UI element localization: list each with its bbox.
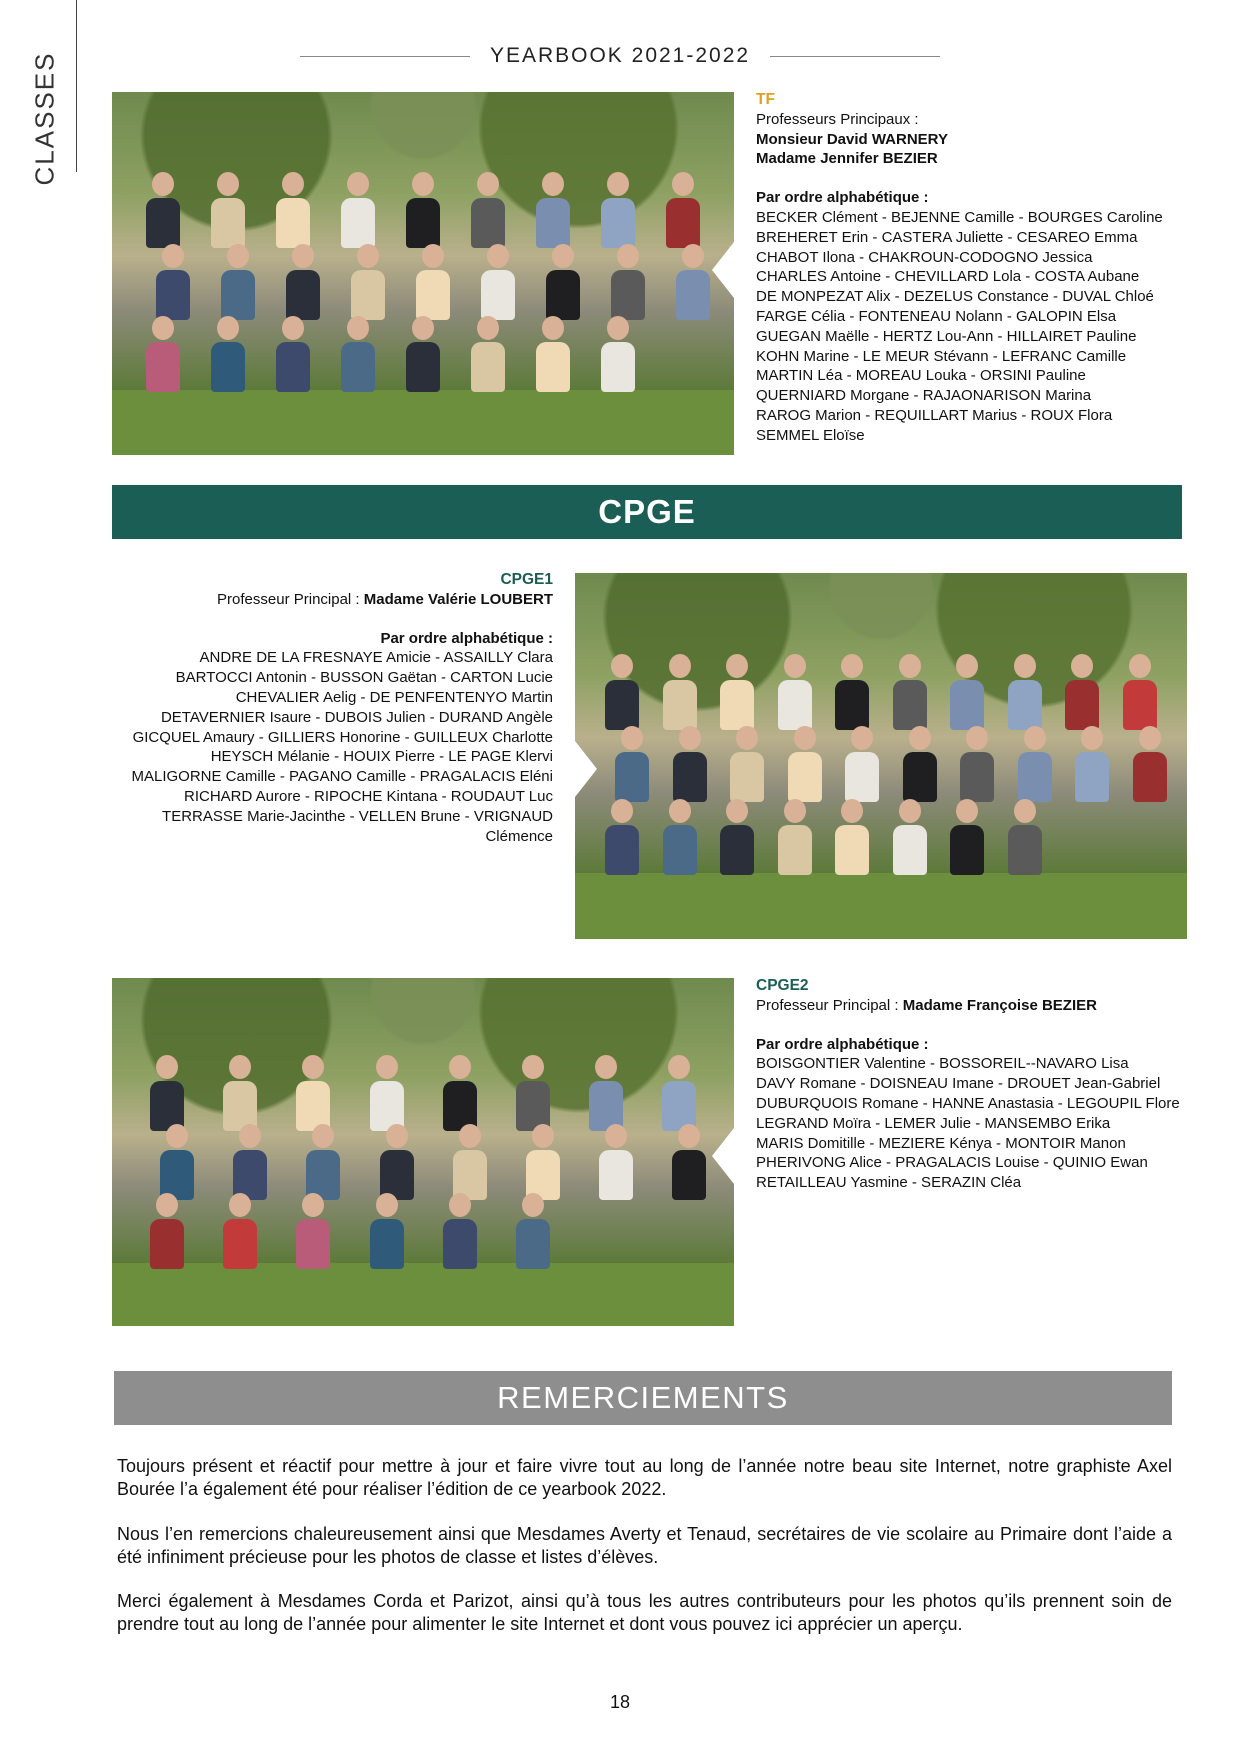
photo-person — [601, 172, 635, 248]
student-line: CHARLES Antoine - CHEVILLARD Lola - COSTA Aubane — [756, 268, 1140, 286]
student-line: RICHARD Aurore - RIPOCHE Kintana - ROUDAUT Luc — [184, 787, 553, 805]
photo-person — [370, 1055, 404, 1131]
photo-person — [673, 726, 707, 802]
cpge1-teacher-name: Madame Valérie LOUBERT — [363, 590, 553, 608]
photo-person — [546, 244, 580, 320]
photo-person — [663, 799, 697, 875]
photo-person — [341, 316, 375, 392]
photo-person — [950, 654, 984, 730]
thanks-section-band: REMERCIEMENTS — [114, 1371, 1172, 1425]
photo-person — [845, 726, 879, 802]
photo-person — [443, 1055, 477, 1131]
photo-person — [471, 172, 505, 248]
photo-person — [960, 726, 994, 802]
thanks-paragraph: Toujours présent et réactif pour mettre à jour et faire vivre tout au long de l’année notre beau site Internet, notre graphiste Axel Bourée l’a également été pour réaliser l’édition de ce yearbook 2022. — [117, 1456, 1172, 1499]
photo-person — [536, 316, 570, 392]
page-number: 18 — [609, 1692, 631, 1712]
photo-person — [605, 654, 639, 730]
thanks-paragraph: Merci également à Mesdames Corda et Parizot, ainsi qu’à tous les autres contributeurs pour les photos qu’ils prennent soin de prendre tout au long de l’année pour alimenter le site Internet et dont vous pouvez ici apprécier un aperçu. — [117, 1591, 1172, 1634]
tf-teacher-1: Monsieur David WARNERY — [756, 130, 948, 148]
tf-student-list — [756, 208, 1186, 446]
cpge1-student-list — [100, 648, 553, 846]
photo-person — [893, 654, 927, 730]
photo-person — [666, 172, 700, 248]
cpge2-teacher-line — [756, 996, 1196, 1016]
photo-person — [720, 799, 754, 875]
photo-person — [615, 726, 649, 802]
photo-person — [211, 172, 245, 248]
photo-person — [526, 1124, 560, 1200]
cpge-section-band: CPGE — [112, 485, 1182, 539]
photo-person — [662, 1055, 696, 1131]
student-line: GICQUEL Amaury - GILLIERS Honorine - GUILLEUX Charlotte — [132, 728, 553, 746]
photo-people — [593, 654, 1168, 896]
photo-person — [406, 316, 440, 392]
photo-person — [676, 244, 710, 320]
photo-person — [150, 1055, 184, 1131]
photo-person — [788, 726, 822, 802]
tf-class-name: TF — [756, 91, 775, 108]
student-line: DE MONPEZAT Alix - DEZELUS Constance - DUVAL Chloé — [756, 288, 1154, 306]
photo-person — [1008, 654, 1042, 730]
photo-person — [778, 799, 812, 875]
student-line: DAVY Romane - DOISNEAU Imane - DROUET Jean-Gabriel — [756, 1075, 1161, 1093]
photo-person — [589, 1055, 623, 1131]
student-line: KOHN Marine - LE MEUR Stévann - LEFRANC Camille — [756, 347, 1127, 365]
photo-person — [146, 316, 180, 392]
student-line: RAROG Marion - REQUILLART Marius - ROUX Flora — [756, 406, 1113, 424]
photo-person — [730, 726, 764, 802]
page-header — [300, 44, 940, 68]
student-line: PHERIVONG Alice - PRAGALACIS Louise - QUINIO Ewan — [756, 1154, 1148, 1172]
photo-person — [416, 244, 450, 320]
tf-teachers-label: Professeurs Principaux : — [756, 110, 919, 128]
cpge1-teacher-label: Professeur Principal : — [217, 590, 360, 608]
student-line: ANDRE DE LA FRESNAYE Amicie - ASSAILLY Clara — [199, 649, 553, 667]
photo-person — [611, 244, 645, 320]
photo-notch — [575, 741, 597, 797]
student-line: GUEGAN Maëlle - HERTZ Lou-Ann - HILLAIRET Pauline — [756, 327, 1137, 345]
photo-person — [233, 1124, 267, 1200]
photo-person — [536, 172, 570, 248]
photo-person — [1123, 654, 1157, 730]
cpge2-teacher-label: Professeur Principal : — [756, 996, 899, 1014]
student-line: MARTIN Léa - MOREAU Louka - ORSINI Pauline — [756, 367, 1086, 385]
header-rule-right — [770, 56, 940, 57]
cpge2-alpha-label: Par ordre alphabétique : — [756, 1035, 929, 1053]
student-line: CHABOT Ilona - CHAKROUN-CODOGNO Jessica — [756, 248, 1093, 266]
photo-person — [950, 799, 984, 875]
student-line: BOISGONTIER Valentine - BOSSOREIL--NAVARO Lisa — [756, 1055, 1129, 1073]
photo-person — [835, 654, 869, 730]
photo-person — [276, 316, 310, 392]
student-line: LEGRAND Moïra - LEMER Julie - MANSEMBO Erika — [756, 1114, 1111, 1132]
student-line: TERRASSE Marie-Jacinthe - VELLEN Brune - VRIGNAUD Clémence — [162, 807, 553, 845]
photo-person — [341, 172, 375, 248]
tf-alpha-label: Par ordre alphabétique : — [756, 189, 929, 207]
cpge2-class-name: CPGE2 — [756, 977, 809, 994]
photo-person — [146, 172, 180, 248]
photo-person — [223, 1193, 257, 1269]
photo-people — [131, 172, 716, 412]
student-line: DUBURQUOIS Romane - HANNE Anastasia - LEGOUPIL Flore — [756, 1094, 1180, 1112]
side-section-label: CLASSES — [29, 51, 60, 185]
tf-class-info — [756, 90, 1186, 446]
photo-person — [663, 654, 697, 730]
photo-person — [516, 1055, 550, 1131]
photo-person — [150, 1193, 184, 1269]
photo-notch — [712, 242, 734, 298]
photo-person — [778, 654, 812, 730]
cpge1-class-name: CPGE1 — [500, 571, 553, 588]
photo-person — [1065, 654, 1099, 730]
student-line: BARTOCCI Antonin - BUSSON Gaëtan - CARTON Lucie — [175, 669, 553, 687]
photo-person — [221, 244, 255, 320]
student-line: RETAILLEAU Yasmine - SERAZIN Cléa — [756, 1174, 1022, 1192]
cpge2-teacher-name: Madame Françoise BEZIER — [902, 996, 1097, 1014]
side-divider — [76, 0, 77, 172]
photo-person — [286, 244, 320, 320]
student-line: CHEVALIER Aelig - DE PENFENTENYO Martin — [235, 688, 553, 706]
photo-person — [599, 1124, 633, 1200]
photo-person — [720, 654, 754, 730]
cpge1-class-info — [100, 570, 553, 846]
student-line: BECKER Clément - BEJENNE Camille - BOURGES Caroline — [756, 208, 1163, 226]
student-line: SEMMEL Eloïse — [756, 426, 865, 444]
photo-person — [223, 1055, 257, 1131]
photo-person — [1133, 726, 1167, 802]
photo-person — [296, 1055, 330, 1131]
photo-person — [370, 1193, 404, 1269]
tf-class-photo — [112, 92, 734, 455]
student-line: FARGE Célia - FONTENEAU Nolann - GALOPIN Elsa — [756, 307, 1117, 325]
tf-teacher-2: Madame Jennifer BEZIER — [756, 150, 938, 168]
photo-person — [296, 1193, 330, 1269]
thanks-paragraph: Nous l’en remercions chaleureusement ainsi que Mesdames Averty et Tenaud, secrétaires de vie scolaire au Primaire dont l’aide a été infiniment précieuse pour les photos de classe et listes d’élèves. — [117, 1524, 1172, 1567]
photo-people — [131, 1055, 716, 1285]
photo-person — [835, 799, 869, 875]
student-line: DETAVERNIER Isaure - DUBOIS Julien - DURAND Angèle — [160, 708, 553, 726]
header-rule-left — [300, 56, 470, 57]
photo-person — [406, 172, 440, 248]
photo-person — [1075, 726, 1109, 802]
cpge2-class-photo — [112, 978, 734, 1326]
photo-person — [605, 799, 639, 875]
cpge1-class-photo — [575, 573, 1187, 939]
photo-person — [601, 316, 635, 392]
cpge2-class-info — [756, 976, 1196, 1193]
page-title: YEARBOOK 2021-2022 — [489, 44, 751, 67]
photo-person — [672, 1124, 706, 1200]
student-line: HEYSCH Mélanie - HOUIX Pierre - LE PAGE Klervi — [210, 748, 553, 766]
photo-person — [156, 244, 190, 320]
cpge2-student-list — [756, 1054, 1196, 1193]
photo-person — [471, 316, 505, 392]
cpge1-teacher-line — [100, 590, 553, 610]
student-line: MARIS Domitille - MEZIERE Kénya - MONTOIR Manon — [756, 1134, 1126, 1152]
photo-person — [481, 244, 515, 320]
photo-person — [380, 1124, 414, 1200]
photo-person — [160, 1124, 194, 1200]
photo-person — [276, 172, 310, 248]
cpge1-alpha-label: Par ordre alphabétique : — [380, 629, 553, 647]
photo-person — [1018, 726, 1052, 802]
photo-person — [1008, 799, 1042, 875]
photo-person — [351, 244, 385, 320]
photo-person — [453, 1124, 487, 1200]
photo-person — [516, 1193, 550, 1269]
photo-person — [903, 726, 937, 802]
student-line: MALIGORNE Camille - PAGANO Camille - PRAGALACIS Eléni — [131, 768, 553, 786]
photo-person — [211, 316, 245, 392]
photo-notch — [712, 1128, 734, 1184]
photo-person — [306, 1124, 340, 1200]
photo-person — [443, 1193, 477, 1269]
photo-person — [893, 799, 927, 875]
student-line: BREHERET Erin - CASTERA Juliette - CESAREO Emma — [756, 228, 1138, 246]
student-line: QUERNIARD Morgane - RAJAONARISON Marina — [756, 387, 1092, 405]
